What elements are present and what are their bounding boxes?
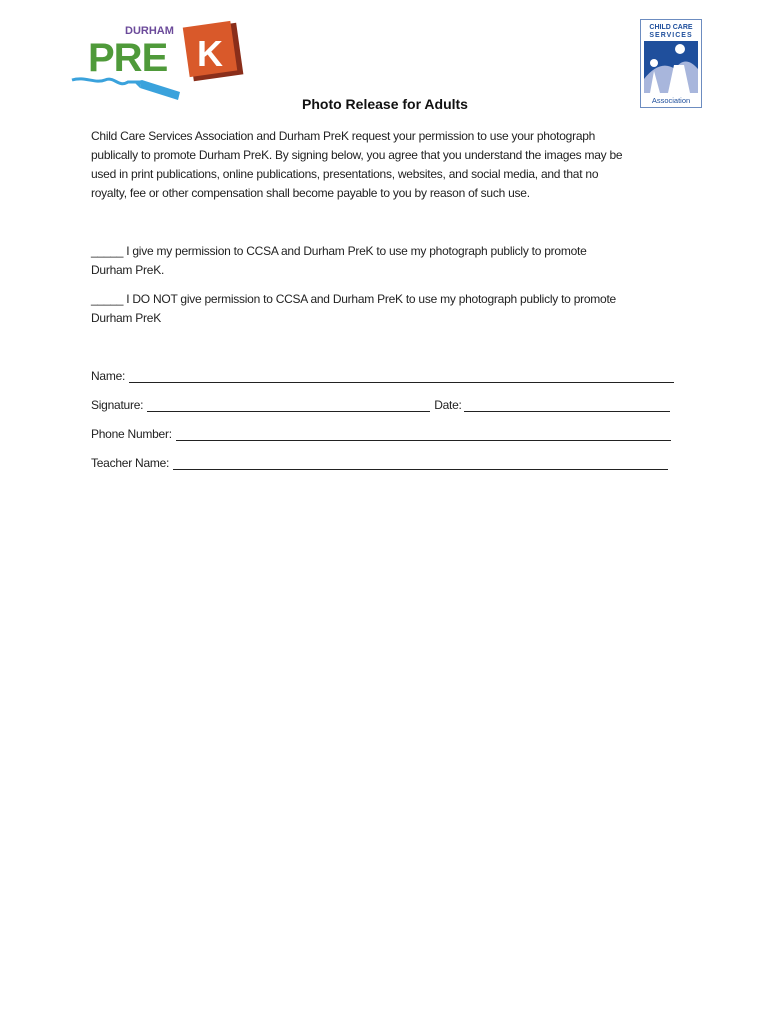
intro-text-line: royalty, fee or other compensation shall become payable to you by reason of such use.	[91, 186, 530, 200]
teacher-field	[91, 456, 668, 470]
svg-text:SERVICES: SERVICES	[649, 32, 693, 39]
svg-text:PRE: PRE	[88, 36, 168, 80]
svg-text:DURHAM: DURHAM	[125, 25, 174, 37]
permission-option-deny-cont: Durham PreK	[91, 311, 161, 325]
name-label: Name:	[91, 369, 126, 383]
intro-text-line: publically to promote Durham PreK. By signing below, you agree that you understand the images may be	[91, 148, 623, 162]
child-care-services-association-logo	[640, 19, 702, 108]
teacher-input-line[interactable]	[173, 458, 668, 470]
date-input-line[interactable]	[464, 400, 670, 412]
name-input-line[interactable]	[129, 371, 674, 383]
signature-field	[91, 398, 670, 412]
svg-text:K: K	[197, 33, 223, 74]
phone-label: Phone Number:	[91, 427, 172, 441]
signature-label: Signature:	[91, 398, 144, 412]
permission-option-give-cont: Durham PreK.	[91, 263, 165, 277]
phone-field	[91, 427, 671, 441]
permission-option-deny[interactable]: _____ I DO NOT give permission to CCSA and Durham PreK to use my photograph publicly to promote	[91, 292, 616, 306]
durham-prek-logo	[70, 18, 245, 103]
phone-input-line[interactable]	[176, 429, 671, 441]
date-label: Date:	[434, 398, 462, 412]
intro-text-line: used in print publications, online publications, presentations, websites, and social media, and that no	[91, 167, 599, 181]
intro-text-line: Child Care Services Association and Durham PreK request your permission to use your photograph	[91, 129, 596, 143]
page-title: Photo Release for Adults	[302, 96, 468, 112]
svg-text:Association: Association	[651, 96, 691, 105]
teacher-label: Teacher Name:	[91, 456, 170, 470]
name-field	[91, 369, 674, 383]
svg-text:CHILD CARE: CHILD CARE	[649, 24, 693, 31]
signature-input-line[interactable]	[147, 400, 430, 412]
permission-option-give[interactable]: _____ I give my permission to CCSA and Durham PreK to use my photograph publicly to promote	[91, 244, 587, 258]
